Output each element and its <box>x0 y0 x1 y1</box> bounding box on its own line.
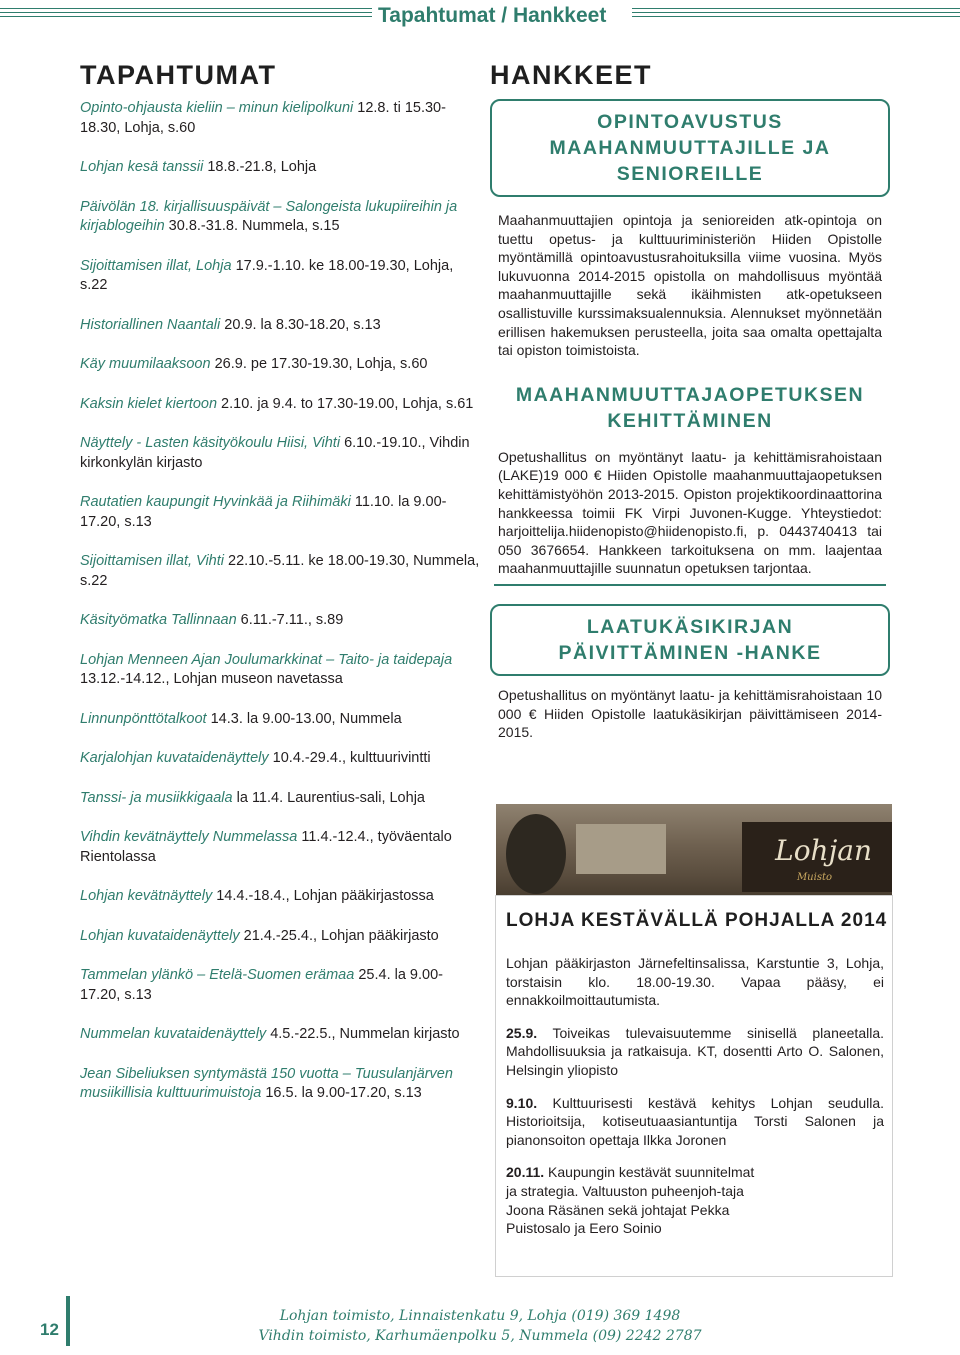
event-item <box>80 966 480 1005</box>
event-detail: 10.4.-29.4., kulttuurivintti <box>272 750 431 766</box>
event-title: Päivölän 18. kirjallisuuspäivät – Salongeista lukupiireihin ja kirjablogeihin <box>80 198 458 234</box>
event-item <box>80 927 480 947</box>
summer-intro: Lohjan pääkirjaston Järnefeltinsalissa, Karstuntie 3, Lohja, torstaisin klo. 18.00-19.30. Vapaa pääsy, ei ennakkoilmoittautumista. <box>506 955 884 1009</box>
footer-line-1: Lohjan toimisto, Linnaistenkatu 9, Lohja (019) 369 1498 <box>279 1308 681 1324</box>
event-item <box>80 710 480 730</box>
project-2-text: Opetushallitus on myöntänyt laatu- ja kehittämisrahoistaan (LAKE)19 000 € Hiiden Opistolle maahanmuuttajaopetuksen kehittämistyöhön 2013-2015. Opiston projektikoordinaattorina hankkeessa toimii FK Virpi Juvonen-Kugge. Yhteystiedot: harjoittelija.hiidenopisto@hiidenopisto.fi, p. 0443740413 tai 050 3676654. Hankkeen tarkoituksena on mm. laajentaa maahanmuuttajille suunnatun opetuksen tarjontaa. <box>498 448 882 577</box>
event-title: Kaksin kielet kiertoon <box>80 395 218 412</box>
event-detail: 18.8.-21.8, Lohja <box>207 159 317 175</box>
event-item <box>80 395 480 415</box>
events-heading: TAPAHTUMAT <box>80 60 277 90</box>
summer-item-date: 25.9. <box>506 1024 538 1041</box>
project-1-title-box <box>490 99 890 197</box>
summer-item <box>506 1094 884 1150</box>
event-title: Tanssi- ja musiikkigaala <box>80 789 233 806</box>
footer-divider <box>66 1296 70 1346</box>
events-list <box>80 99 480 1104</box>
event-detail: la 11.4. Laurentius-sali, Lohja <box>236 789 425 806</box>
event-detail: 13.12.-14.12., Lohjan museon navetassa <box>80 671 343 687</box>
event-title: Karjalohjan kuvataidenäyttely <box>80 750 269 766</box>
event-title: Näyttely - Lasten käsityökoulu Hiisi, Vihti <box>80 435 341 451</box>
event-item <box>80 158 480 178</box>
events-column <box>80 60 480 1124</box>
header-rule-right <box>632 8 960 20</box>
event-title: Lohjan Menneen Ajan Joulumarkkinat – Taito- ja taidepaja <box>80 651 453 668</box>
summer-lecture-panel <box>496 896 892 1276</box>
event-title: Sijoittamisen illat, Vihti <box>80 553 224 569</box>
event-title: Lohjan kevätnäyttely <box>80 888 213 904</box>
summer-item-text: Kaupungin kestävät suunnitelmat ja strategia. Valtuuston puheenjoh-taja Joona Räsänen sekä johtajat Pekka Puistosalo ja Eero Soinio <box>506 1164 755 1237</box>
building-shape <box>576 824 666 874</box>
event-item <box>80 828 480 867</box>
event-detail: 17.9.-1.10. ke 18.00-19.30, Lohja, s.22 <box>80 257 454 293</box>
project-3-title-box <box>490 604 890 676</box>
event-title: Käsityömatka Tallinnaan <box>80 612 237 628</box>
event-title: Nummelan kuvataidenäyttely <box>80 1026 267 1042</box>
event-title: Jean Sibeliuksen syntymästä 150 vuotta – Tuusulanjärven musiikillisia kulttuurimuistoja <box>80 1065 453 1101</box>
event-detail: 30.8.-31.8. Nummela, s.15 <box>168 218 340 234</box>
event-detail: 2.10. ja 9.4. to 17.30-19.00, Lohja, s.61 <box>221 395 474 412</box>
page-number: 12 <box>40 1320 59 1339</box>
lohja-collage-image <box>496 804 892 906</box>
summer-item-text: Kulttuurisesti kestävä kehitys Lohjan seudulla. Historioitsija, kotiseutuaasiantuntija Torsti Salonen ja pianonsoiton opettaja Ilkka Joronen <box>506 1094 885 1148</box>
event-item <box>80 99 480 138</box>
footer-line-2: Vihdin toimisto, Karhumäenpolku 5, Nummela (09) 2242 2787 <box>258 1328 702 1344</box>
event-title: Käy muumilaaksoon <box>80 356 211 372</box>
event-title: Vihdin kevätnäyttely Nummelassa <box>80 829 298 845</box>
event-detail: 14.3. la 9.00-13.00, Nummela <box>210 710 402 727</box>
tree-shape <box>506 814 566 894</box>
project-1-title: OPINTOAVUSTUS MAAHANMUUTTAJILLE JA SENIOREILLE <box>549 111 831 185</box>
summer-item <box>506 1024 884 1080</box>
event-title: Historiallinen Naantali <box>80 316 221 333</box>
event-item <box>80 355 480 375</box>
project-2-rule <box>494 584 886 586</box>
event-detail: 14.4.-18.4., Lohjan pääkirjastossa <box>216 888 434 904</box>
project-3-text: Opetushallitus on myöntänyt laatu- ja kehittämisrahoistaan 10 000 € Hiiden Opistolle laatukäsikirjan päivittämiseen 2014-2015. <box>498 686 882 741</box>
event-item <box>80 789 480 809</box>
event-title: Rautatien kaupungit Hyvinkää ja Riihimäki <box>80 494 351 510</box>
event-title: Sijoittamisen illat, Lohja <box>80 257 232 274</box>
project-2-title: MAAHANMUUTTAJAOPETUKSEN KEHITTÄMINEN <box>515 383 865 432</box>
project-1-text: Maahanmuuttajien opintoja ja senioreiden atk-opintoja on tuettu opetus- ja kulttuuriministeriön Hiiden Opistolle myöntämillä opintoavustusrahoituksilla viime vuosina. Myös lukuvuonna 2014-2015 opistolla on mahdollisuus myöntää maahanmuuttajille sekä ikäihmisten atk-opetukseen osallistuville kurssimaksualennuksia. Alennukset myönnetään erillisen hakemuksen perusteella, joita saa omalta opettajalta tai opiston toimistoista. <box>498 212 882 359</box>
event-detail: 21.4.-25.4., Lohjan pääkirjasto <box>243 927 439 944</box>
summer-item-date: 20.11. <box>506 1164 545 1181</box>
brand-subtext: Muisto <box>796 872 832 883</box>
event-item <box>80 611 480 631</box>
event-detail: 26.9. pe 17.30-19.30, Lohja, s.60 <box>214 356 428 372</box>
event-detail: 22.10.-5.11. ke 18.00-19.30, Nummela, s.22 <box>80 553 480 589</box>
event-title: Lohjan kesä tanssii <box>80 159 204 175</box>
page-header-title: Tapahtumat / Hankkeet <box>378 4 607 27</box>
event-title: Linnunpönttötalkoot <box>80 710 207 727</box>
summer-item-text: Toiveikas tulevaisuutemme sinisellä planeetalla. Mahdollisuuksia ja ratkaisuja. KT, dosentti Arto O. Salonen, Helsingin yliopisto <box>506 1024 884 1078</box>
event-item <box>80 198 480 237</box>
event-item <box>80 434 480 473</box>
event-title: Lohjan kuvataidenäyttely <box>80 927 240 944</box>
footer-contacts <box>180 1306 780 1346</box>
projects-heading: HANKKEET <box>490 60 653 90</box>
event-item <box>80 257 480 296</box>
event-item <box>80 749 480 769</box>
event-title: Opinto-ohjausta kieliin – minun kielipolkuni <box>80 100 354 116</box>
event-detail: 6.10.-19.10., Vihdin kirkonkylän kirjasto <box>80 435 470 471</box>
event-item <box>80 552 480 591</box>
event-item <box>80 887 480 907</box>
event-detail: 11.10. la 9.00-17.20, s.13 <box>80 494 447 530</box>
header-rule-left <box>0 8 372 20</box>
summer-item-date: 9.10. <box>506 1094 538 1111</box>
projects-column <box>490 60 890 742</box>
event-item <box>80 1065 480 1104</box>
summer-title: LOHJA KESTÄVÄLLÄ POHJALLA 2014 <box>506 910 888 931</box>
brand-text: Lohjan <box>775 834 872 867</box>
event-detail: 11.4.-12.4., työväentalo Rientolassa <box>80 829 452 865</box>
event-detail: 6.11.-7.11., s.89 <box>240 612 344 628</box>
event-detail: 25.4. la 9.00-17.20, s.13 <box>80 967 443 1003</box>
event-detail: 20.9. la 8.30-18.20, s.13 <box>224 316 381 333</box>
event-item <box>80 1025 480 1045</box>
event-item <box>80 316 480 336</box>
event-item <box>80 493 480 532</box>
project-2-title-wrap <box>490 382 890 434</box>
portrait-image <box>764 1168 876 1268</box>
summer-item <box>506 1163 756 1237</box>
event-detail: 16.5. la 9.00-17.20, s.13 <box>265 1085 422 1101</box>
project-3-title: LAATUKÄSIKIRJAN PÄIVITTÄMINEN -HANKE <box>558 615 822 664</box>
event-detail: 4.5.-22.5., Nummelan kirjasto <box>270 1026 460 1042</box>
event-title: Tammelan ylänkö – Etelä-Suomen erämaa <box>80 967 355 983</box>
event-item <box>80 651 480 690</box>
event-detail: 12.8. ti 15.30-18.30, Lohja, s.60 <box>80 100 446 136</box>
